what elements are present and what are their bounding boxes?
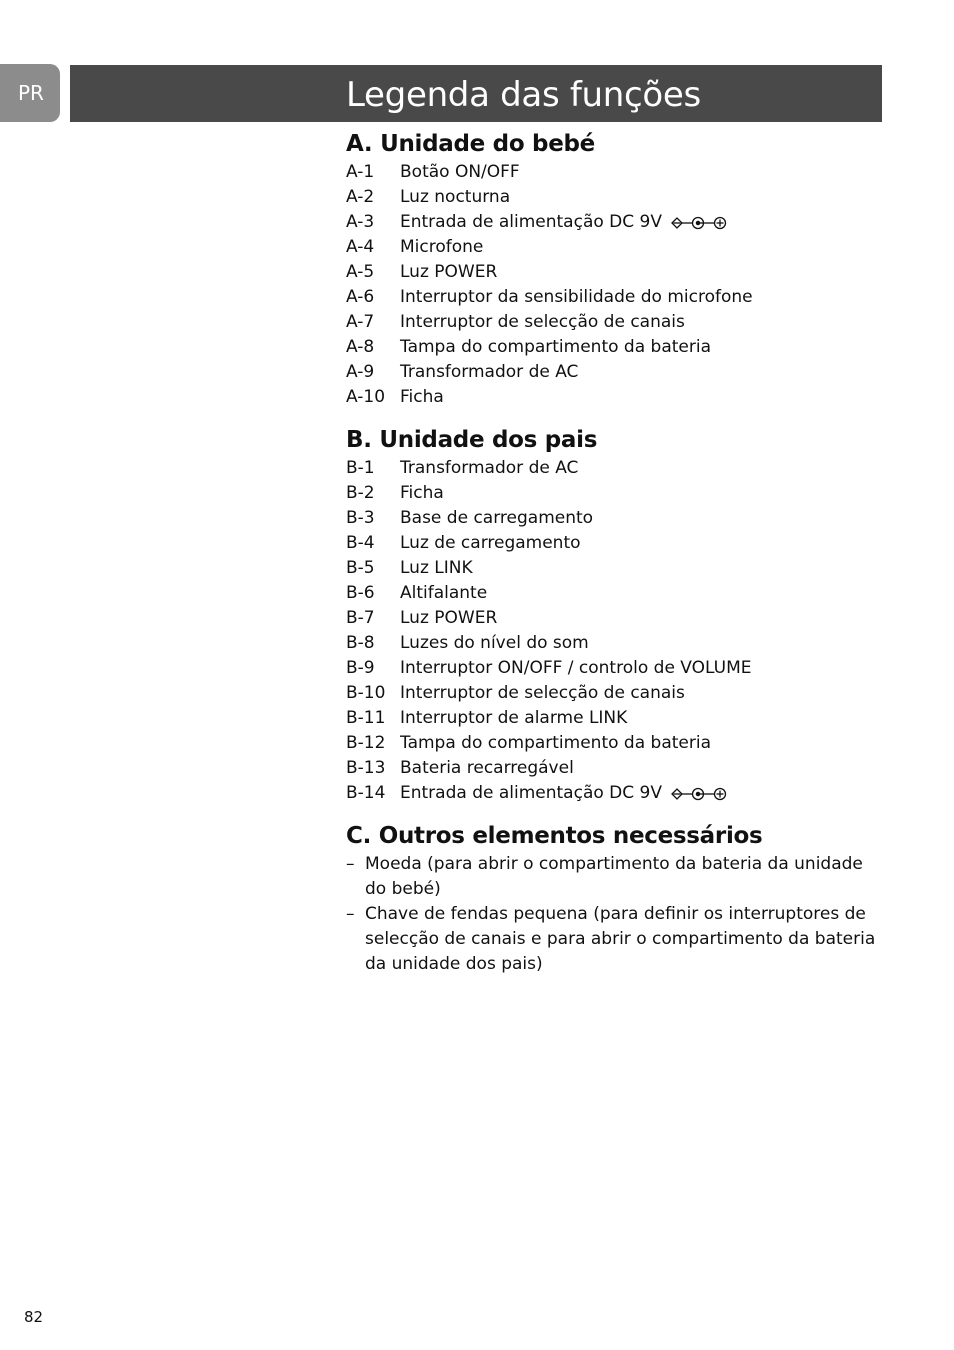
item-code: A-3: [346, 212, 375, 232]
item-label: Luz nocturna: [400, 187, 511, 207]
item-code: B-2: [346, 483, 375, 503]
item-label: Interruptor de selecção de canais: [400, 683, 685, 703]
item-code: A-1: [346, 162, 375, 182]
item-code: B-9: [346, 658, 375, 678]
item-label: Interruptor da sensibilidade do microfone: [400, 287, 753, 307]
page-number: 82: [24, 1308, 44, 1326]
dc-polarity-icon: [670, 786, 736, 802]
item-label: Luz POWER: [400, 262, 498, 282]
item-code: B-8: [346, 633, 375, 653]
list-item: [346, 506, 886, 531]
list-item: [346, 385, 886, 410]
item-code: A-4: [346, 237, 375, 257]
item-label: Bateria recarregável: [400, 758, 574, 778]
item-label: Luzes do nível do som: [400, 633, 589, 653]
item-code: A-7: [346, 312, 375, 332]
item-code: A-8: [346, 337, 375, 357]
dc-polarity-icon: [670, 215, 736, 231]
item-label: Entrada de alimentação DC 9V: [400, 783, 662, 803]
item-code: B-6: [346, 583, 375, 603]
item-label: Interruptor de selecção de canais: [400, 312, 685, 332]
content: [346, 126, 886, 977]
item-label: Entrada de alimentação DC 9V: [400, 212, 662, 232]
item-code: A-5: [346, 262, 375, 282]
section-b-list: [346, 456, 886, 806]
item-label: Ficha: [400, 387, 444, 407]
item-code: B-14: [346, 783, 386, 803]
list-item: [346, 656, 886, 681]
list-item: [346, 335, 886, 360]
item-label: Interruptor de alarme LINK: [400, 708, 628, 728]
list-item: [346, 456, 886, 481]
section-a-list: [346, 160, 886, 410]
item-code: A-2: [346, 187, 375, 207]
item-code: B-5: [346, 558, 375, 578]
list-item: [346, 310, 886, 335]
list-item: [346, 781, 886, 806]
item-label: Interruptor ON/OFF / controlo de VOLUME: [400, 658, 752, 678]
list-item: [346, 731, 886, 756]
item-code: A-9: [346, 362, 375, 382]
item-label: Tampa do compartimento da bateria: [400, 337, 711, 357]
item-code: B-12: [346, 733, 386, 753]
item-label: Base de carregamento: [400, 508, 594, 528]
item-code: B-10: [346, 683, 386, 703]
section-b-heading: B. Unidade dos pais: [346, 427, 598, 453]
item-label: Luz de carregamento: [400, 533, 581, 553]
list-item: [346, 260, 886, 285]
list-item: [346, 902, 886, 977]
item-code: A-6: [346, 287, 375, 307]
language-tab: PR: [0, 64, 60, 122]
bullet-text: Moeda (para abrir o compartimento da bateria da unidade do bebé): [365, 854, 863, 899]
item-label: Microfone: [400, 237, 484, 257]
bullet-dash: –: [346, 904, 355, 924]
list-item: [346, 210, 886, 235]
item-code: B-1: [346, 458, 375, 478]
item-code: B-4: [346, 533, 375, 553]
list-item: [346, 360, 886, 385]
list-item: [346, 285, 886, 310]
bullet-text: Chave de fendas pequena (para definir os interruptores de selecção de canais e para abrir o compartimento da bateria da unidade dos pais): [365, 904, 876, 974]
list-item: [346, 606, 886, 631]
item-label: Ficha: [400, 483, 444, 503]
list-item: [346, 706, 886, 731]
item-code: B-11: [346, 708, 386, 728]
list-item: [346, 531, 886, 556]
item-label: Luz LINK: [400, 558, 473, 578]
item-label: Luz POWER: [400, 608, 498, 628]
item-code: A-10: [346, 387, 386, 407]
bullet-dash: –: [346, 854, 355, 874]
item-code: B-7: [346, 608, 375, 628]
list-item: [346, 756, 886, 781]
list-item: [346, 235, 886, 260]
list-item: [346, 481, 886, 506]
list-item: [346, 185, 886, 210]
list-item: [346, 631, 886, 656]
item-code: B-13: [346, 758, 386, 778]
section-c-list: [346, 852, 886, 977]
item-desc: [400, 781, 886, 806]
page-title: Legenda das funções: [346, 75, 701, 115]
item-label: Tampa do compartimento da bateria: [400, 733, 711, 753]
item-label: Transformador de AC: [400, 362, 579, 382]
item-desc: [400, 210, 886, 235]
item-label: Transformador de AC: [400, 458, 579, 478]
item-code: B-3: [346, 508, 375, 528]
list-item: [346, 556, 886, 581]
item-label: Altifalante: [400, 583, 488, 603]
list-item: [346, 852, 886, 902]
list-item: [346, 581, 886, 606]
item-label: Botão ON/OFF: [400, 162, 520, 182]
section-a-heading: A. Unidade do bebé: [346, 131, 595, 157]
list-item: [346, 160, 886, 185]
section-c-heading: C. Outros elementos necessários: [346, 823, 763, 849]
list-item: [346, 681, 886, 706]
